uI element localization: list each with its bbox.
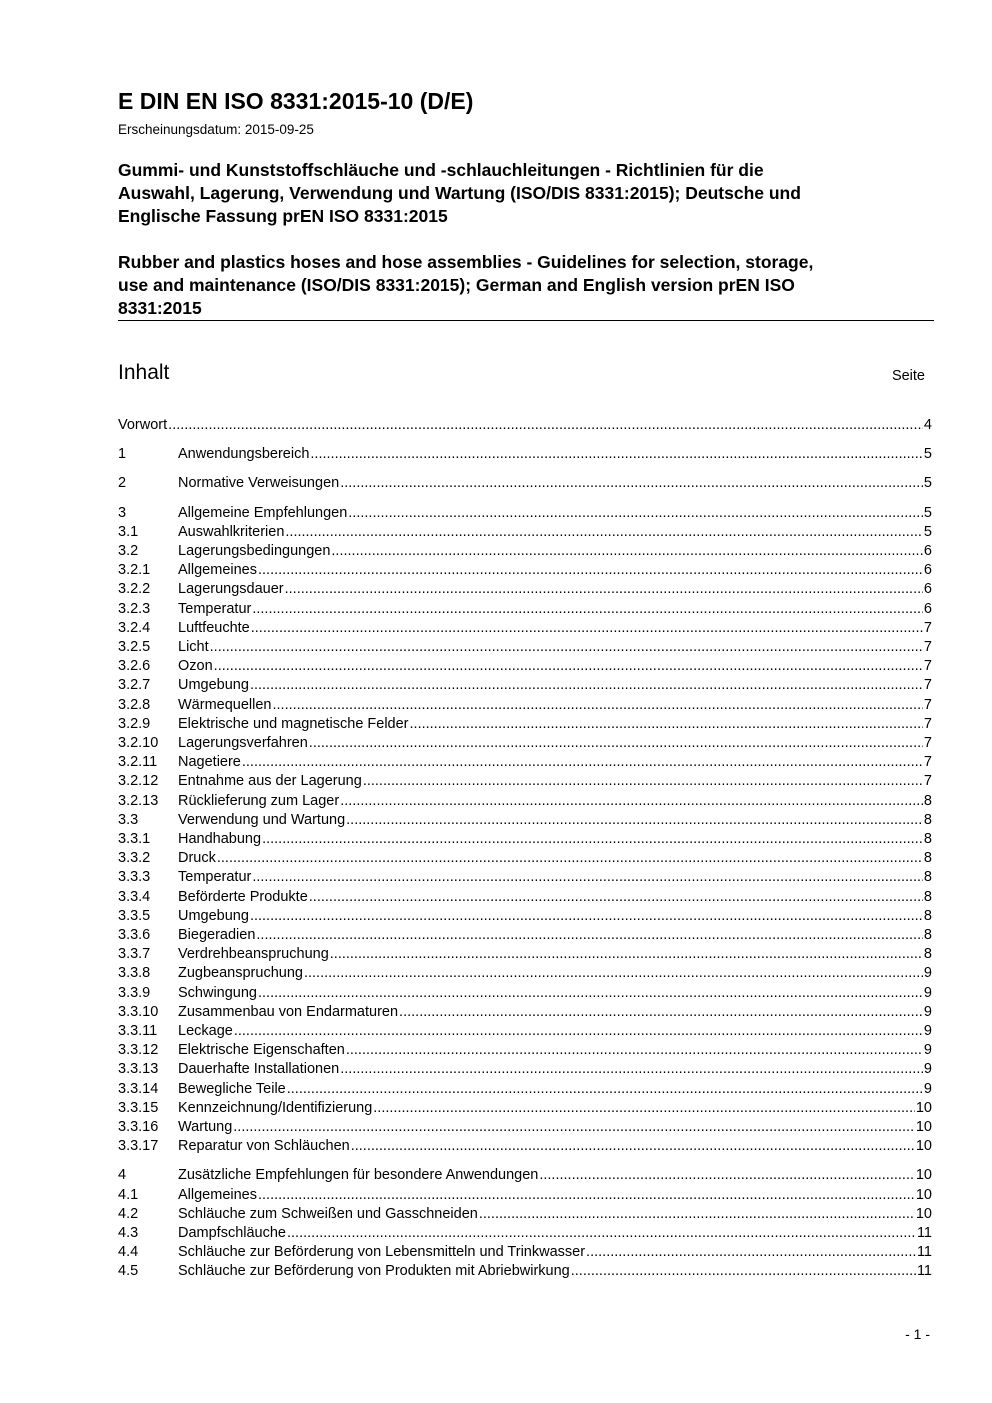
title-german xyxy=(118,159,938,228)
toc-entry-page: 7 xyxy=(923,773,932,790)
toc-entry-title: Dampfschläuche xyxy=(178,1225,286,1241)
toc-entry-number: 3.2.7 xyxy=(118,677,151,694)
toc-dot-leader xyxy=(330,945,923,964)
toc-entry[interactable] xyxy=(118,474,932,493)
toc-entry[interactable] xyxy=(118,772,932,791)
toc-entry-page: 4 xyxy=(923,417,932,433)
toc-entry-page: 9 xyxy=(923,1023,932,1039)
title-english-line: 8331:2015 xyxy=(118,298,202,318)
toc-entry-number: 3.3.17 xyxy=(118,1138,159,1155)
page-number: - 1 - xyxy=(905,1326,930,1342)
toc-dot-leader xyxy=(234,1022,923,1041)
toc-dot-leader xyxy=(258,984,923,1003)
toc-entry[interactable] xyxy=(118,676,932,695)
toc-entry-page: 8 xyxy=(923,927,932,943)
toc-entry-page: 8 xyxy=(923,811,932,828)
toc-dot-leader xyxy=(340,792,923,811)
toc-entry[interactable] xyxy=(118,868,932,887)
toc-entry-page: 11 xyxy=(916,1244,932,1261)
toc-dot-leader xyxy=(285,580,923,599)
toc-entry-number: 3.3.14 xyxy=(118,1080,159,1097)
toc-entry[interactable] xyxy=(118,1243,932,1262)
toc-entry-number: 2 xyxy=(118,475,127,492)
toc-entry-title: Zugbeanspruchung xyxy=(178,965,303,982)
toc-entry-title: Reparatur von Schläuchen xyxy=(178,1138,350,1155)
toc-entry[interactable] xyxy=(118,715,932,734)
toc-entry-page: 7 xyxy=(923,715,932,732)
toc-entry-title: Schläuche zum Schweißen und Gasschneiden xyxy=(178,1205,478,1222)
toc-dot-leader xyxy=(217,849,923,868)
toc-entry-page: 9 xyxy=(923,1003,932,1020)
title-german-line: Auswahl, Lagerung, Verwendung und Wartung (ISO/DIS 8331:2015); Deutsche und xyxy=(118,183,801,203)
toc-entry-number: 3.3.15 xyxy=(118,1099,159,1116)
toc-dot-leader xyxy=(252,600,923,619)
toc-entry-number: 3.3.12 xyxy=(118,1042,159,1059)
toc-dot-leader xyxy=(233,1118,915,1137)
toc-entry[interactable] xyxy=(118,561,932,580)
toc-entry[interactable] xyxy=(118,792,932,811)
toc-entry[interactable] xyxy=(118,1137,932,1156)
toc-entry-title: Allgemeine Empfehlungen xyxy=(178,504,348,521)
toc-entry[interactable] xyxy=(118,753,932,772)
toc-entry-title: Handhabung xyxy=(178,831,262,847)
toc-entry-number: 4 xyxy=(118,1167,127,1184)
toc-entry[interactable] xyxy=(118,600,932,619)
toc-entry-number: 1 xyxy=(118,446,127,463)
toc-entry-number: 3.3.3 xyxy=(118,869,151,886)
toc-dot-leader xyxy=(348,504,923,523)
toc-entry-number: 3.2.8 xyxy=(118,696,151,713)
toc-dot-leader xyxy=(331,542,923,561)
toc-entry[interactable] xyxy=(118,811,932,830)
toc-entry[interactable] xyxy=(118,1186,932,1205)
toc-entry-number: 4.3 xyxy=(118,1225,139,1241)
toc-entry-number: 3.3.9 xyxy=(118,984,151,1001)
toc-entry-number: 4.4 xyxy=(118,1244,139,1261)
toc-entry[interactable] xyxy=(118,888,932,907)
toc-dot-leader xyxy=(210,638,923,657)
toc-entry-page: 6 xyxy=(923,562,932,579)
toc-heading: Inhalt xyxy=(118,361,170,384)
toc-entry-page: 8 xyxy=(923,888,932,905)
toc-entry-title: Normative Verweisungen xyxy=(178,475,340,492)
toc-dot-leader xyxy=(310,445,923,464)
toc-entry-number: 4.1 xyxy=(118,1186,139,1203)
toc-dot-leader xyxy=(251,619,923,638)
toc-entry-number: 3.2.9 xyxy=(118,715,151,732)
toc-dot-leader xyxy=(256,926,923,945)
toc-entry-page: 7 xyxy=(923,639,932,655)
toc-entry-number: 3.3.16 xyxy=(118,1119,159,1135)
toc-dot-leader xyxy=(262,830,923,849)
toc-entry[interactable] xyxy=(118,445,932,464)
toc-entry-title: Kennzeichnung/Identifizierung xyxy=(178,1099,373,1116)
toc-dot-leader xyxy=(304,964,923,983)
toc-entry[interactable] xyxy=(118,416,932,435)
toc-entry-title: Anwendungsbereich xyxy=(178,446,310,463)
toc-entry[interactable] xyxy=(118,945,932,964)
toc-entry-page: 9 xyxy=(923,1080,932,1097)
toc-entry-title: Temperatur xyxy=(178,869,252,886)
toc-entry-title: Biegeradien xyxy=(178,927,256,943)
toc-entry-page: 10 xyxy=(915,1119,932,1135)
toc-dot-leader xyxy=(242,753,923,772)
toc-entry-title: Allgemeines xyxy=(178,1186,257,1203)
toc-entry[interactable] xyxy=(118,1166,932,1185)
toc-dot-leader xyxy=(214,657,923,676)
toc-entry-number: 3.2.2 xyxy=(118,581,151,598)
toc-dot-leader xyxy=(340,474,923,493)
title-english xyxy=(118,251,938,320)
toc-dot-leader xyxy=(285,523,923,542)
title-english-line: use and maintenance (ISO/DIS 8331:2015); German and English version prEN ISO xyxy=(118,275,795,295)
toc-entry[interactable] xyxy=(118,907,932,926)
toc-entry-title: Wärmequellen xyxy=(178,696,272,713)
toc-dot-leader xyxy=(309,734,923,753)
toc-dot-leader xyxy=(252,868,923,887)
title-english-line: Rubber and plastics hoses and hose assemblies - Guidelines for selection, storage, xyxy=(118,252,814,272)
toc-entry-number: 3.2.4 xyxy=(118,619,151,636)
toc-entry-number: 3.3.1 xyxy=(118,831,151,847)
toc-entry[interactable] xyxy=(118,523,932,542)
toc-entry-number: 3.2.5 xyxy=(118,639,151,655)
toc-dot-leader xyxy=(250,676,923,695)
toc-entry-page: 6 xyxy=(923,581,932,598)
toc-entry-page: 5 xyxy=(923,523,932,540)
toc-entry-title: Auswahlkriterien xyxy=(178,523,285,540)
toc-entry-title: Vorwort xyxy=(118,417,168,433)
toc-entry-page: 8 xyxy=(923,850,932,867)
toc-entry[interactable] xyxy=(118,1080,932,1099)
toc-entry[interactable] xyxy=(118,619,932,638)
toc-entry[interactable] xyxy=(118,734,932,753)
toc-entry-page: 5 xyxy=(923,504,932,521)
toc-entry-number: 3.3.6 xyxy=(118,927,151,943)
toc-entry-number: 3.2.12 xyxy=(118,773,159,790)
title-german-line: Englische Fassung prEN ISO 8331:2015 xyxy=(118,206,448,226)
toc-entry-title: Beförderte Produkte xyxy=(178,888,308,905)
toc-entry-page: 6 xyxy=(923,600,932,617)
toc-dot-leader xyxy=(351,1137,915,1156)
toc-entry-title: Dauerhafte Installationen xyxy=(178,1061,340,1078)
toc-entry-number: 3.2.3 xyxy=(118,600,151,617)
toc-entry-page: 7 xyxy=(923,735,932,751)
toc-entry-title: Luftfeuchte xyxy=(178,619,250,636)
toc-entry-number: 3.2.6 xyxy=(118,658,151,675)
toc-entry[interactable] xyxy=(118,1003,932,1022)
toc-entry-page: 8 xyxy=(923,831,932,847)
toc-entry-number: 3.2.10 xyxy=(118,735,159,751)
toc-entry-page: 7 xyxy=(923,754,932,771)
document-id: E DIN EN ISO 8331:2015-10 (D/E) xyxy=(118,88,474,114)
toc-entry-page: 10 xyxy=(915,1099,932,1116)
toc-entry-title: Zusätzliche Empfehlungen für besondere Anwendungen xyxy=(178,1167,539,1184)
toc-entry-page: 7 xyxy=(923,658,932,675)
toc-entry-title: Schläuche zur Beförderung von Lebensmitteln und Trinkwasser xyxy=(178,1244,586,1261)
toc-entry-page: 8 xyxy=(923,946,932,963)
toc-entry-title: Temperatur xyxy=(178,600,252,617)
toc-entry-page: 8 xyxy=(923,792,932,809)
toc-entry-page: 5 xyxy=(923,475,932,492)
toc-entry-title: Ozon xyxy=(178,658,213,675)
toc-entry-number: 3.3.13 xyxy=(118,1061,159,1078)
toc-entry-number: 3.2.1 xyxy=(118,562,151,579)
toc-entry-number: 3.2.13 xyxy=(118,792,159,809)
toc-entry-title: Verwendung und Wartung xyxy=(178,811,346,828)
toc-entry-number: 3.3.2 xyxy=(118,850,151,867)
toc-entry-number: 3 xyxy=(118,504,127,521)
toc-entry-number: 3.3.5 xyxy=(118,907,151,924)
toc-entry-number: 3.1 xyxy=(118,523,139,540)
toc-entry[interactable] xyxy=(118,542,932,561)
toc-dot-leader xyxy=(539,1166,915,1185)
toc-entry[interactable] xyxy=(118,849,932,868)
toc-dot-leader xyxy=(309,888,923,907)
toc-entry-title: Schwingung xyxy=(178,984,257,1001)
toc-dot-leader xyxy=(399,1003,923,1022)
toc-entry-title: Lagerungsbedingungen xyxy=(178,543,331,559)
toc-dot-leader xyxy=(287,1080,923,1099)
toc-dot-leader xyxy=(250,907,923,926)
toc-entry[interactable] xyxy=(118,1118,932,1137)
toc-dot-leader xyxy=(258,561,923,580)
toc-entry[interactable] xyxy=(118,984,932,1003)
toc-entry-title: Allgemeines xyxy=(178,562,257,579)
toc-entry-title: Bewegliche Teile xyxy=(178,1080,286,1097)
toc-entry-title: Wartung xyxy=(178,1119,233,1135)
toc-dot-leader xyxy=(586,1243,916,1262)
toc-entry[interactable] xyxy=(118,1205,932,1224)
toc-dot-leader xyxy=(168,416,923,435)
toc-entry-page: 11 xyxy=(916,1263,932,1280)
toc-dot-leader xyxy=(410,715,923,734)
toc-entry-page: 7 xyxy=(923,677,932,694)
toc-dot-leader xyxy=(273,696,923,715)
toc-entry-page: 8 xyxy=(923,869,932,886)
toc-entry-title: Elektrische Eigenschaften xyxy=(178,1042,345,1059)
toc-entry[interactable] xyxy=(118,1060,932,1079)
toc-entry-page: 9 xyxy=(923,984,932,1001)
toc-entry-number: 3.3.8 xyxy=(118,965,151,982)
toc-entry-page: 11 xyxy=(916,1225,932,1241)
publication-date: Erscheinungsdatum: 2015-09-25 xyxy=(118,122,314,137)
toc-dot-leader xyxy=(287,1224,916,1243)
toc-entry-title: Nagetiere xyxy=(178,754,241,771)
toc-dot-leader xyxy=(363,772,923,791)
toc-entry-title: Licht xyxy=(178,639,209,655)
toc-entry-number: 4.2 xyxy=(118,1205,139,1222)
toc-dot-leader xyxy=(258,1186,915,1205)
toc-entry[interactable] xyxy=(118,1099,932,1118)
toc-entry-page: 9 xyxy=(923,1061,932,1078)
toc-dot-leader xyxy=(479,1205,915,1224)
toc-entry[interactable] xyxy=(118,926,932,945)
toc-entry-title: Umgebung xyxy=(178,677,249,694)
toc-entry-number: 4.5 xyxy=(118,1263,139,1280)
toc-entry[interactable] xyxy=(118,1262,932,1281)
toc-entry-title: Leckage xyxy=(178,1023,233,1039)
toc-entry-title: Lagerungsdauer xyxy=(178,581,284,598)
toc-entry-page: 8 xyxy=(923,907,932,924)
toc-entry-number: 3.3.4 xyxy=(118,888,151,905)
toc-entry-number: 3.3.10 xyxy=(118,1003,159,1020)
toc-entry-page: 10 xyxy=(915,1167,932,1184)
toc-page-column-label: Seite xyxy=(891,368,925,384)
toc-entry[interactable] xyxy=(118,1041,932,1060)
toc-dot-leader xyxy=(346,1041,923,1060)
toc-entry-number: 3.3 xyxy=(118,811,139,828)
toc-entry-title: Verdrehbeanspruchung xyxy=(178,946,329,963)
toc-entry[interactable] xyxy=(118,638,932,657)
toc-entry[interactable] xyxy=(118,657,932,676)
toc-entry-page: 9 xyxy=(923,1042,932,1059)
toc-entry-page: 5 xyxy=(923,446,932,463)
toc-entry-title: Lagerungsverfahren xyxy=(178,735,308,751)
toc-entry-page: 10 xyxy=(915,1138,932,1155)
toc-entry-number: 3.2 xyxy=(118,543,139,559)
toc-dot-leader xyxy=(346,811,923,830)
toc-entry[interactable] xyxy=(118,504,932,523)
toc-entry-title: Zusammenbau von Endarmaturen xyxy=(178,1003,399,1020)
toc-dot-leader xyxy=(373,1099,915,1118)
toc-entry[interactable] xyxy=(118,1022,932,1041)
toc-entry-page: 7 xyxy=(923,696,932,713)
toc-entry-title: Schläuche zur Beförderung von Produkten mit Abriebwirkung xyxy=(178,1263,570,1280)
toc-entry-page: 9 xyxy=(923,965,932,982)
toc-entry-title: Druck xyxy=(178,850,216,867)
toc-entry[interactable] xyxy=(118,1224,932,1243)
title-german-line: Gummi- und Kunststoffschläuche und -schlauchleitungen - Richtlinien für die xyxy=(118,160,764,180)
toc-entry[interactable] xyxy=(118,696,932,715)
toc-entry-title: Entnahme aus der Lagerung xyxy=(178,773,362,790)
toc-entry-title: Rücklieferung zum Lager xyxy=(178,792,340,809)
toc-entry-number: 3.2.11 xyxy=(118,754,158,771)
toc-entry-page: 7 xyxy=(923,619,932,636)
title-divider xyxy=(118,320,934,321)
toc-entry[interactable] xyxy=(118,580,932,599)
toc-entry-title: Elektrische und magnetische Felder xyxy=(178,715,409,732)
toc-entry-page: 10 xyxy=(915,1186,932,1203)
toc-entry-number: 3.3.11 xyxy=(118,1023,158,1039)
toc-entry-number: 3.3.7 xyxy=(118,946,151,963)
toc-entry[interactable] xyxy=(118,830,932,849)
toc-entry-title: Umgebung xyxy=(178,907,249,924)
toc-entry-page: 10 xyxy=(915,1205,932,1222)
toc-dot-leader xyxy=(340,1060,923,1079)
toc-dot-leader xyxy=(571,1262,916,1281)
toc-entry[interactable] xyxy=(118,964,932,983)
toc-entry-page: 6 xyxy=(923,543,932,559)
